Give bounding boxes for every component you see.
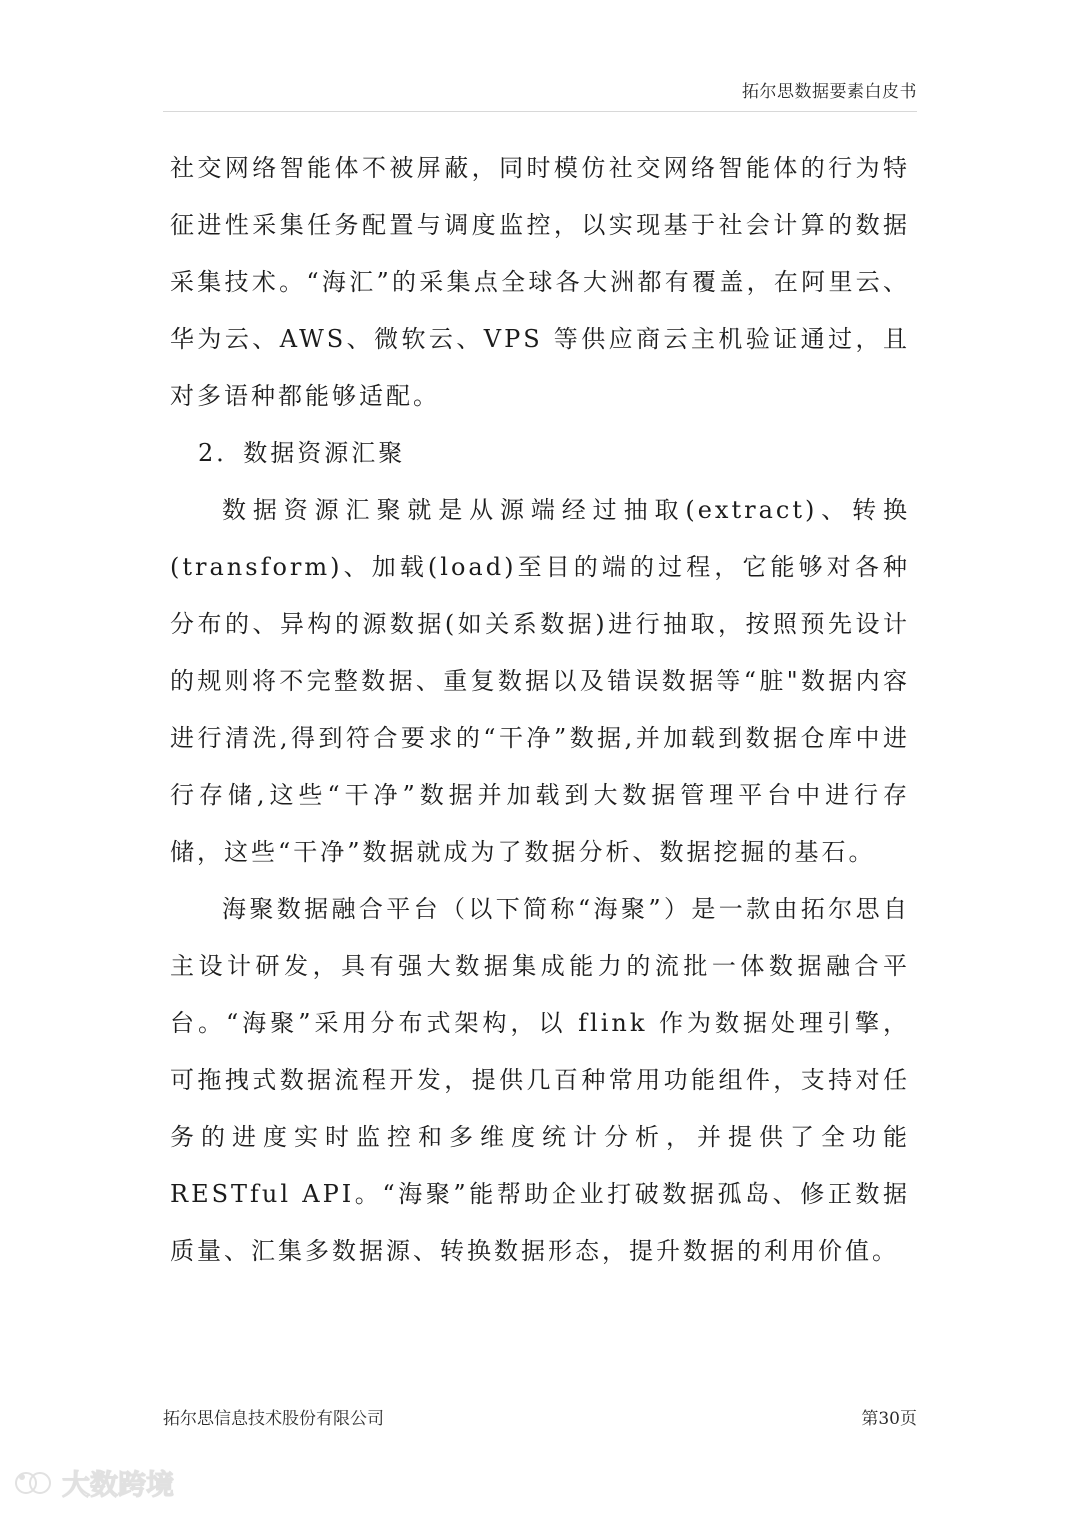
watermark-text: 大数跨境 bbox=[62, 1468, 175, 1501]
paragraph-haiju-platform: 海聚数据融合平台（以下简称“海聚”）是一款由拓尔思自主设计研发，具有强大数据集成能力的流批一体数据融合平台。“海聚”采用分布式架构，以 flink 作为数据处理引擎，可拖拽式数据流程开发，提供几百种常用功能组件，支持对任务的进度实时监控和多维度统计分析，并提供了全功能 RESTful API。“海聚”能帮助企业打破数据孤岛、修正数据质量、汇集多数据源、转换数据形态，提升数据的利用价值。 bbox=[170, 895, 910, 1265]
paragraph-collection-tech: 社交网络智能体不被屏蔽，同时模仿社交网络智能体的行为特征进性采集任务配置与调度监控，以实现基于社会计算的数据采集技术。“海汇”的采集点全球各大洲都有覆盖，在阿里云、华为云、AWS、微软云、VPS 等供应商云主机验证通过，且对多语种都能够适配。 bbox=[170, 154, 910, 410]
brand-logo-icon bbox=[14, 1469, 54, 1497]
page-body bbox=[170, 140, 910, 1280]
page-header-title: 拓尔思数据要素白皮书 bbox=[742, 82, 917, 102]
paragraph-data-aggregation: 数据资源汇聚就是从源端经过抽取(extract)、转换(transform)、加载(load)至目的端的过程，它能够对各种分布的、异构的源数据(如关系数据)进行抽取，按照预先设计的规则将不完整数据、重复数据以及错误数据等“脏"数据内容进行清洗,得到符合要求的“干净”数据,并加载到数据仓库中进行存储,这些“干净”数据并加载到大数据管理平台中进行存储，这些“干净”数据就成为了数据分析、数据挖掘的基石。 bbox=[170, 496, 910, 866]
header-divider bbox=[163, 111, 917, 112]
watermark bbox=[14, 1463, 174, 1503]
section-heading: 2．数据资源汇聚 bbox=[198, 439, 406, 467]
footer-company: 拓尔思信息技术股份有限公司 bbox=[163, 1409, 384, 1429]
footer-page-number: 第30页 bbox=[861, 1409, 917, 1429]
